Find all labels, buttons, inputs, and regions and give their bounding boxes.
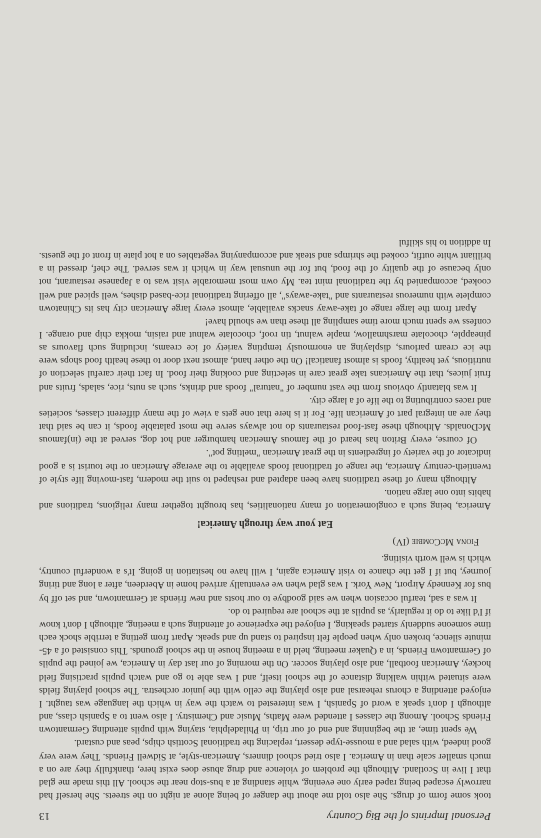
paragraph: Of course, every Briton has heard of the famous American hamburger and hot dog, served at the (in)famous McDonalds. Although these fast-food restaurants do not always serve the most palatable foods, it can be said that they are an integral part of American life. For it is here that one gets a view of the many different classes, societies and races contributing to the life of a large city. [39, 394, 491, 446]
paragraph: We spent time, at the beginning and end of our trip, in Philadelphia, staying with pupils attending Germantown Friends School. Among the classes I attended were Maths, Music and Chemistry. I also went to a Spanish class, and although I don't speak a word of Spanish, I was interested to watch the way in which the language was taught. I enjoyed attending a chorus rehearsal and also playing the cello with the junior orchestra. The school playing fields were situated within walking distance of the school itself, and I was able to go and watch pupils practising field hockey, American football, and also playing soccer. On the morning of our last day in America, we joined the pupils of Germantown Friends, in a Quaker meeting, held in a meeting house in the school grounds. This consisted of a 45-minute silence, broken only when people felt inspired to stand up and speak. Apart from getting a terrible shock each time someone suddenly started speaking, I enjoyed the experience of attending such a meeting, although I don't know if I'd like to do it regularly, as pupils at the school are required to do. [39, 605, 491, 736]
paragraph: took some form of drugs. She also told me about the danger of being alone at night on the streets. She herself had narrowly escaped being raped early one evening, while standing at a bus-stop near the school. All this made me glad that I live in Scotland. Although the problem of violence and drug abuse does exist here, thankfully they are on a much smaller scale than in America. I also tried school dinners, American-style, at Sidwell Friends. They were very good indeed, with salad and a mousse-type dessert, replacing the traditional Scottish chips, peas and custard. [39, 737, 491, 801]
paragraph: America, being such a conglomeration of many nationalities, has brought together many religions, traditions and habits into one large nation. [39, 486, 491, 512]
paragraph: Although many of these traditions have been adapted and reshaped to suit the modern, fast-moving life style of twentieth-century America, the range of traditional foods available to the average American or the tourist is a good indicator of the variety of ingredients in the great American "melting pot". [39, 447, 491, 485]
section-heading: Eat your way through America! [197, 518, 333, 530]
paragraph: It was blatantly obvious from the vast number of "natural" foods and drinks, such as nuts, rice, salads, fruits and fruit juices, that the Americans take great care in selecting and cooking their food. In fact their careful selection of nutritious, yet healthy, foods is almost fanatical! On the other hand, almost next door to these health food shops were the ice cream parlours, displaying an enormously tempting variety of ice creams, including such flavours as pineapple, chocolate marshmallow, maple walnut, tin roof, chocolate walnut and raisin, mokka chip and orange. I confess we spent much more time sampling all these than we should have! [39, 315, 491, 393]
article-america-visit [39, 552, 491, 802]
author-byline: Fiona McCombie (IV) [392, 536, 479, 548]
article-eat-america [39, 236, 491, 512]
paragraph: It was a sad, tearful occasion when we said goodbye to our hosts and new friends at Germantown, and set off by bus for Kennedy Airport, New York. I was glad when we eventually arrived home in Aberdeen, after a long and tiring journey, but if I get the chance to visit America again, I will have no hesitation in going. It's a wonderful country, which is well worth visiting. [39, 553, 491, 604]
paragraph: Apart from the large range of take-away snacks available, almost every large American city has its Chinatown complete with numerous restaurants and "take-aways", all offering traditional rice-based dishes, well spiced and well cooked, accompanied by the traditional mint tea. My own most memorable visit was to a Japanese restaurant, not only because of the quality of the food, but for the unusual way in which it was served. The chef, dressed in a brilliant white outfit, cooked the shrimps and steak and accompanying vegetables on a hot plate in front of the guests. In addition to his skilful [39, 236, 491, 314]
page-content [39, 236, 491, 822]
running-title: Personal Imprints of the Big Country [326, 810, 491, 822]
running-header [39, 810, 491, 822]
page-number: 13 [39, 810, 50, 822]
